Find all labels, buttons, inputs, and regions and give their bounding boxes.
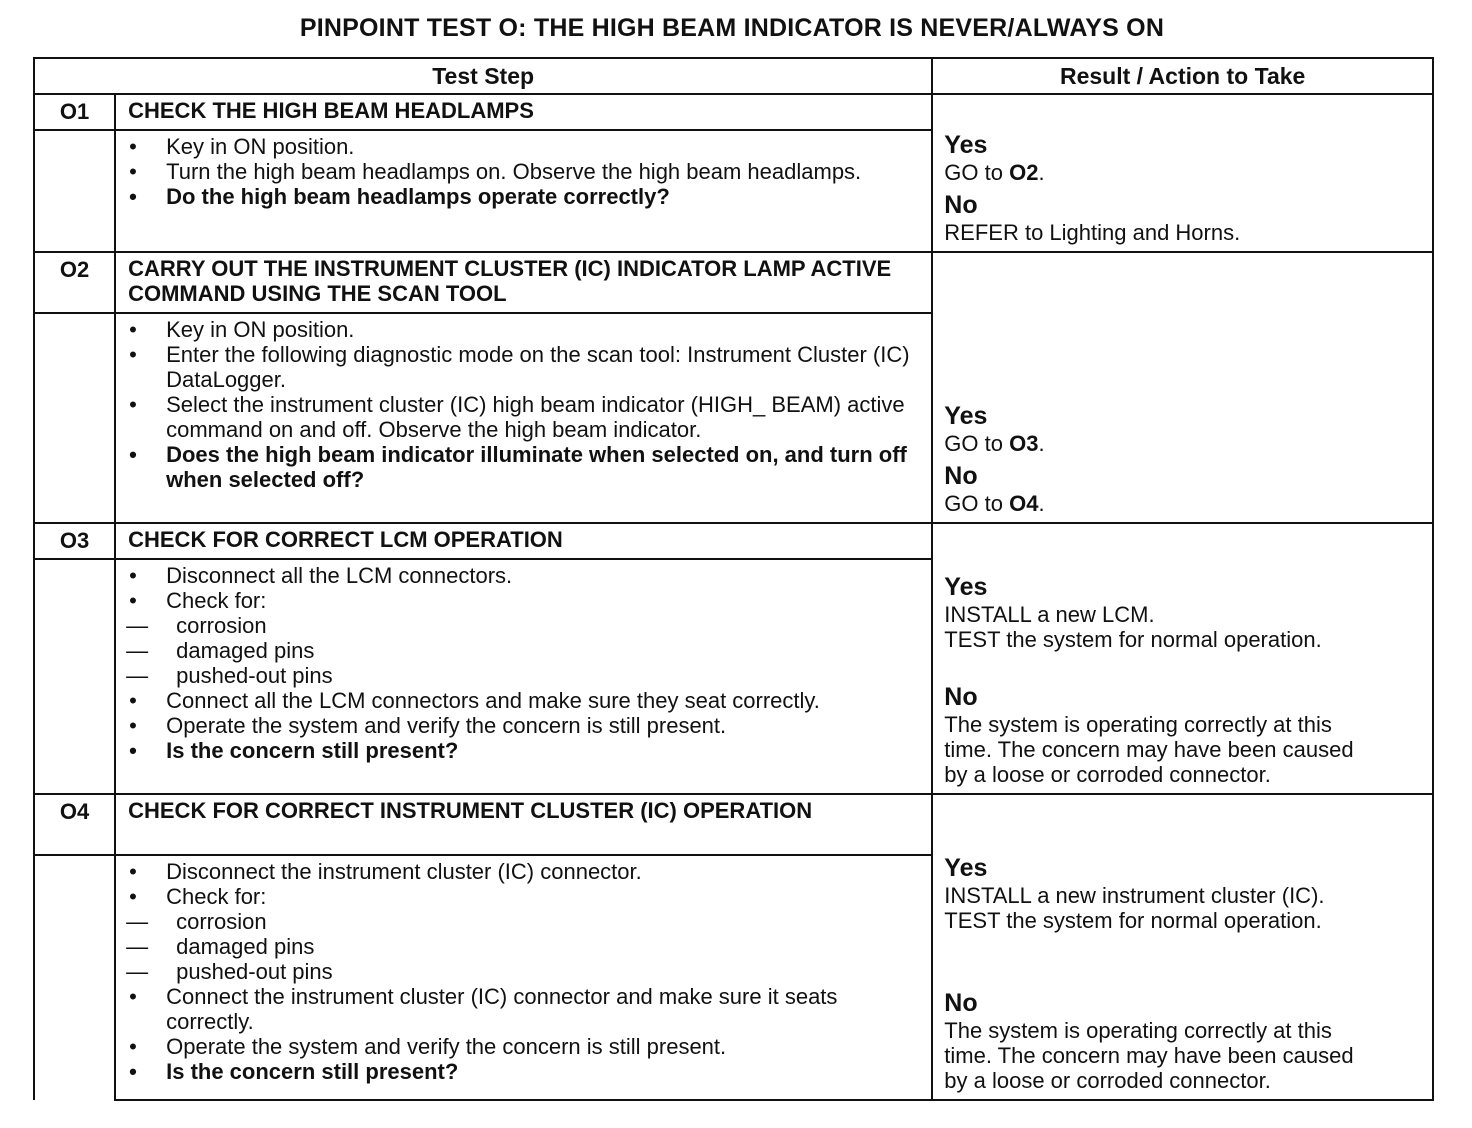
sub-item: — pushed-out pins <box>126 663 921 688</box>
no-label: No <box>944 191 978 219</box>
list-item: • Enter the following diagnostic mode on the scan tool: Instrument Cluster (IC) DataLogger. <box>126 342 921 392</box>
pinpoint-test-table <box>33 57 1434 1101</box>
list-item: • Connect all the LCM connectors and make sure they seat correctly. <box>126 688 921 713</box>
no-label: No <box>944 989 978 1017</box>
step-id: O4 <box>34 794 115 855</box>
step-title: CHECK THE HIGH BEAM HEADLAMPS <box>115 94 932 130</box>
step-title: CARRY OUT THE INSTRUMENT CLUSTER (IC) INDICATOR LAMP ACTIVE COMMAND USING THE SCAN TOOL <box>115 252 932 313</box>
yes-label: Yes <box>944 131 988 159</box>
yes-action: GO to O2. <box>944 160 1045 185</box>
yes-action-line: TEST the system for normal operation. <box>944 627 1322 652</box>
step-o3-title-row <box>34 523 1433 559</box>
step-result <box>932 794 1433 1100</box>
list-item: • Key in ON position. <box>126 317 921 342</box>
step-id: O2 <box>34 252 115 313</box>
step-o4-title-row <box>34 794 1433 855</box>
yes-action-line: INSTALL a new instrument cluster (IC). <box>944 883 1325 908</box>
sub-item: — damaged pins <box>126 638 921 663</box>
step-result <box>932 523 1433 794</box>
step-id: O3 <box>34 523 115 559</box>
list-item-question: • Is the concern still present? <box>126 738 921 763</box>
step-result <box>932 252 1433 523</box>
list-item: • Operate the system and verify the concern is still present. <box>126 1034 921 1059</box>
list-item: • Check for: — corrosion — damaged pins — pushed-out pins <box>126 588 921 688</box>
no-action: GO to O4. <box>944 491 1045 516</box>
list-item: • Disconnect the instrument cluster (IC) connector. <box>126 859 921 884</box>
list-item: • Connect the instrument cluster (IC) connector and make sure it seats correctly. <box>126 984 921 1034</box>
list-item: • Check for: — corrosion — damaged pins — pushed-out pins <box>126 884 921 984</box>
list-item: • Operate the system and verify the concern is still present. <box>126 713 921 738</box>
step-body <box>115 130 932 252</box>
yes-label: Yes <box>944 402 988 430</box>
yes-label: Yes <box>944 854 988 882</box>
header-result: Result / Action to Take <box>932 58 1433 94</box>
sub-item: — pushed-out pins <box>126 959 921 984</box>
step-body <box>115 313 932 523</box>
sub-item: — damaged pins <box>126 934 921 959</box>
list-item: • Disconnect all the LCM connectors. <box>126 563 921 588</box>
no-action-line: time. The concern may have been caused <box>944 737 1354 762</box>
no-action-line: time. The concern may have been caused <box>944 1043 1354 1068</box>
table-header-row <box>34 58 1433 94</box>
list-item: • Key in ON position. <box>126 134 921 159</box>
step-o1-title-row <box>34 94 1433 130</box>
yes-action-line: TEST the system for normal operation. <box>944 908 1322 933</box>
step-body <box>115 855 932 1100</box>
sub-item: — corrosion <box>126 613 921 638</box>
list-item-question: • Is the concern still present? <box>126 1059 921 1084</box>
no-action-line: by a loose or corroded connector. <box>944 762 1271 787</box>
header-test-step: Test Step <box>34 58 932 94</box>
list-item-question: • Do the high beam headlamps operate correctly? <box>126 184 921 209</box>
step-o2-title-row <box>34 252 1433 313</box>
list-item: • Select the instrument cluster (IC) high beam indicator (HIGH_ BEAM) active command on and off. Observe the high beam indicator. <box>126 392 921 442</box>
no-label: No <box>944 462 978 490</box>
no-action-line: The system is operating correctly at this <box>944 1018 1332 1043</box>
step-id: O1 <box>34 94 115 130</box>
list-item: • Turn the high beam headlamps on. Observe the high beam headlamps. <box>126 159 921 184</box>
no-action-line: by a loose or corroded connector. <box>944 1068 1271 1093</box>
list-item-question: • Does the high beam indicator illuminate when selected on, and turn off when selected off? <box>126 442 921 492</box>
sub-item: — corrosion <box>126 909 921 934</box>
yes-label: Yes <box>944 573 988 601</box>
step-body <box>115 559 932 794</box>
yes-action: GO to O3. <box>944 431 1045 456</box>
no-action-line: The system is operating correctly at this <box>944 712 1332 737</box>
no-action: REFER to Lighting and Horns. <box>944 220 1241 245</box>
step-result <box>932 94 1433 252</box>
page-title: PINPOINT TEST O: THE HIGH BEAM INDICATOR IS NEVER/ALWAYS ON <box>299 14 1165 42</box>
step-title: CHECK FOR CORRECT LCM OPERATION <box>115 523 932 559</box>
step-title: CHECK FOR CORRECT INSTRUMENT CLUSTER (IC) OPERATION <box>115 794 932 855</box>
no-label: No <box>944 683 978 711</box>
yes-action-line: INSTALL a new LCM. <box>944 602 1155 627</box>
